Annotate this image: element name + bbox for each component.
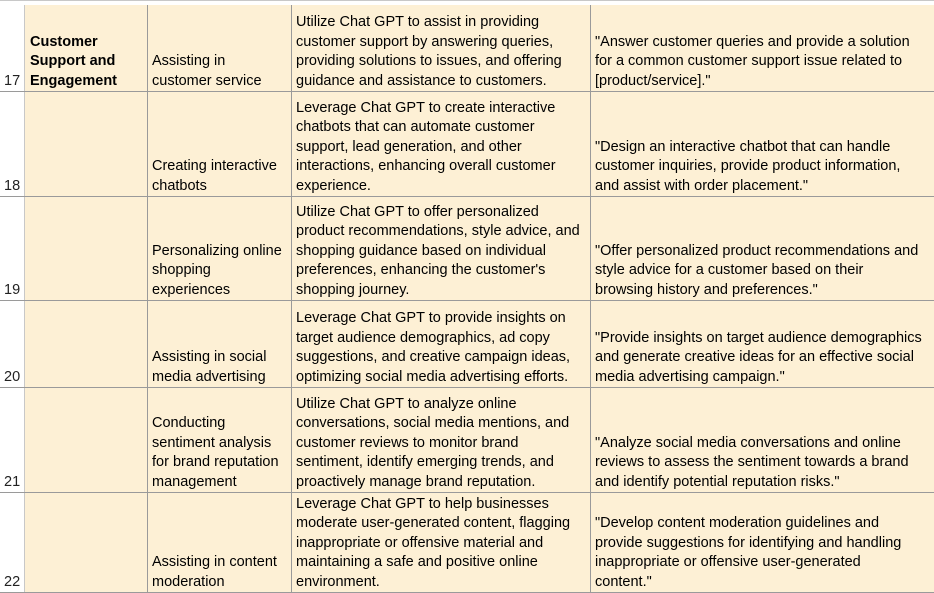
use-case-cell-line: Assisting in content (152, 554, 277, 570)
description-cell-line: moderate user-generated content, flagging (296, 515, 571, 531)
prompt-cell-line: "Analyze social media conversations and online (595, 434, 901, 451)
description-cell-line: Utilize Chat GPT to assist in providing (296, 14, 540, 30)
description-cell-line: proactively manage brand reputation. (296, 473, 536, 490)
use-case-cell[interactable] (148, 197, 292, 300)
prompt-cell-line: "Provide insights on target audience demographics (595, 329, 922, 346)
table-row (0, 388, 934, 493)
use-case-cell[interactable] (148, 493, 292, 592)
prompt-cell-line: provide suggestions for identifying and handling (595, 534, 902, 551)
prompt-cell-line: "Offer personalized product recommendations and (595, 242, 919, 259)
use-case-cell-line: for brand reputation (152, 454, 279, 470)
description-cell-line: shopping journey. (296, 281, 410, 298)
row-header[interactable] (0, 5, 25, 91)
description-cell-line: shopping guidance based on individual (296, 242, 546, 259)
row-header[interactable] (0, 92, 25, 196)
description-cell-line: experience. (296, 177, 371, 194)
use-case-cell-line: customer service (152, 72, 262, 89)
prompt-cell-line: style advice for a customer based on their (595, 262, 864, 278)
description-cell-line: inappropriate or offensive material and (296, 534, 544, 551)
description-cell[interactable] (292, 197, 591, 300)
category-cell[interactable] (25, 388, 148, 492)
prompt-cell[interactable] (591, 388, 934, 492)
use-case-cell-line: shopping (152, 262, 211, 278)
use-case-cell[interactable] (148, 388, 292, 492)
description-cell[interactable] (292, 301, 591, 387)
description-cell-line: conversations, social media mentions, and (296, 415, 570, 431)
description-cell-line: support, lead generation, and other (296, 138, 522, 155)
description-cell[interactable] (292, 92, 591, 196)
prompt-cell-line: and assist with order placement." (595, 177, 809, 194)
description-cell-line: maintaining a safe and positive online (296, 554, 538, 570)
use-case-cell-line: Assisting in social (152, 349, 267, 365)
prompt-cell-line: [product/service]." (595, 72, 711, 89)
row-number: 20 (4, 368, 21, 385)
use-case-cell-line: moderation (152, 573, 225, 590)
category-cell[interactable] (25, 197, 148, 300)
use-case-cell-line: Assisting in (152, 53, 226, 69)
row-header[interactable] (0, 388, 25, 492)
description-cell-line: Leverage Chat GPT to provide insights on (296, 310, 566, 326)
prompt-cell-line: media advertising campaign." (595, 368, 785, 385)
row-header[interactable] (0, 197, 25, 300)
row-header[interactable] (0, 301, 25, 387)
use-case-cell-line: chatbots (152, 177, 207, 194)
row-header[interactable] (0, 493, 25, 592)
prompt-cell[interactable] (591, 301, 934, 387)
description-cell-line: sentiment, identify emerging trends, and (296, 454, 554, 470)
prompt-cell[interactable] (591, 197, 934, 300)
row-number: 18 (4, 177, 21, 194)
prompt-cell-line: for a common customer support issue related to (595, 53, 903, 69)
description-cell-line: preferences, enhancing the customer's (296, 262, 546, 278)
description-cell-line: suggestions, and creative campaign ideas, (296, 349, 571, 365)
row-number: 17 (4, 72, 21, 89)
table-row (0, 197, 934, 301)
description-cell-line: customer reviews to monitor brand (296, 434, 519, 451)
prompt-cell-line: inappropriate or offensive user-generated (595, 554, 861, 570)
category-cell[interactable] (25, 301, 148, 387)
description-cell[interactable] (292, 388, 591, 492)
prompt-cell-line: and generate creative ideas for an effective social (595, 349, 914, 365)
use-case-cell[interactable] (148, 301, 292, 387)
category-cell[interactable] (25, 493, 148, 592)
row-number: 19 (4, 281, 21, 298)
use-case-cell-line: experiences (152, 281, 231, 298)
description-cell-line: Utilize Chat GPT to analyze online (296, 395, 517, 412)
description-cell-line: chatbots that can automate customer (296, 119, 535, 135)
description-cell-line: Utilize Chat GPT to offer personalized (296, 203, 539, 220)
use-case-cell-line: Creating interactive (152, 158, 277, 174)
description-cell-line: product recommendations, style advice, and (296, 223, 580, 239)
prompt-cell-line: content." (595, 573, 652, 590)
category-cell-line: Support and (30, 53, 116, 69)
table-row (0, 301, 934, 388)
description-cell-line: optimizing social media advertising efforts. (296, 368, 569, 385)
use-case-cell-line: Conducting (152, 415, 226, 431)
use-case-cell-line: Personalizing online (152, 242, 282, 259)
description-cell-line: interactions, enhancing overall customer (296, 158, 556, 174)
use-case-cell[interactable] (148, 92, 292, 196)
category-cell[interactable] (25, 5, 148, 91)
description-cell-line: environment. (296, 573, 380, 590)
table-row (0, 493, 934, 593)
prompt-cell[interactable] (591, 493, 934, 592)
use-case-cell-line: management (152, 473, 237, 490)
description-cell-line: Leverage Chat GPT to help businesses (296, 495, 549, 512)
description-cell-line: target audience demographics, ad copy (296, 329, 550, 346)
prompt-cell-line: browsing history and preferences." (595, 281, 818, 298)
description-cell-line: customer support by answering queries, (296, 33, 554, 50)
use-case-cell-line: media advertising (152, 368, 266, 385)
row-number: 21 (4, 473, 21, 490)
description-cell-line: guidance and assistance to customers. (296, 72, 547, 89)
prompt-cell-line: and identify potential reputation risks." (595, 473, 840, 490)
prompt-cell-line: reviews to assess the sentiment towards a brand (595, 454, 909, 470)
category-cell-line: Engagement (30, 72, 118, 89)
category-cell[interactable] (25, 92, 148, 196)
use-case-cell-line: sentiment analysis (152, 434, 272, 451)
prompt-cell-line: "Answer customer queries and provide a solution (595, 33, 910, 50)
prompt-cell-line: "Develop content moderation guidelines and (595, 515, 880, 531)
description-cell-line: Leverage Chat GPT to create interactive (296, 99, 556, 116)
use-case-cell[interactable] (148, 5, 292, 91)
prompt-cell[interactable] (591, 92, 934, 196)
prompt-cell-line: "Design an interactive chatbot that can handle (595, 138, 891, 155)
description-cell[interactable] (292, 5, 591, 91)
description-cell-line: providing solutions to issues, and offering (296, 53, 562, 69)
category-cell-line: Customer (30, 33, 98, 50)
table-row (0, 92, 934, 197)
prompt-cell-line: customer inquiries, provide product information, (595, 158, 901, 174)
row-number: 22 (4, 573, 21, 590)
description-cell[interactable] (292, 493, 591, 592)
prompt-cell[interactable] (591, 5, 934, 91)
table-row (0, 5, 934, 92)
